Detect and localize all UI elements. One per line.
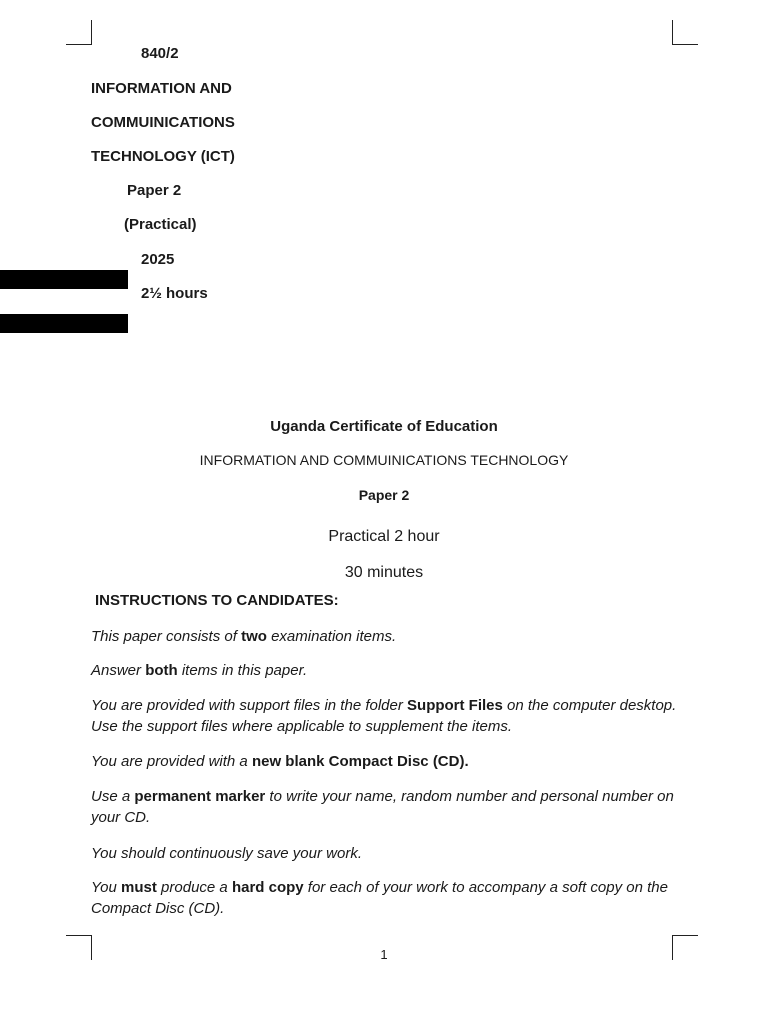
exam-year: 2025 <box>141 251 175 268</box>
instruction-item: You should continuously save your work. <box>91 845 362 862</box>
certificate-title: Uganda Certificate of Education <box>270 418 498 435</box>
practical-duration-line-2: 30 minutes <box>344 564 424 581</box>
subject-line-3: TECHNOLOGY (ICT) <box>91 148 235 165</box>
paper-label: Paper 2 <box>127 182 182 199</box>
instruction-item: Use a permanent marker to write your name, random number and personal number on your CD. <box>91 788 674 826</box>
crop-mark-top-left <box>66 20 92 45</box>
crop-mark-top-right <box>672 20 698 45</box>
subject-line-1: INFORMATION AND <box>91 80 232 97</box>
instructions-heading: INSTRUCTIONS TO CANDIDATES: <box>95 592 339 609</box>
redaction-bar <box>0 270 128 289</box>
instruction-item: Answer both items in this paper. <box>91 662 308 679</box>
exam-duration: 2½ hours <box>141 285 208 302</box>
instruction-item: You are provided with support files in the folder Support Files on the computer desktop. Use the support files where applicable to supplement the items. <box>91 697 677 735</box>
practical-duration-line-1: Practical 2 hour <box>328 528 440 545</box>
instruction-item: You must produce a hard copy for each of your work to accompany a soft copy on the Compact Disc (CD). <box>91 879 668 917</box>
subject-line-2: COMMUINICATIONS <box>91 114 235 131</box>
instruction-item: This paper consists of two examination items. <box>91 628 397 645</box>
paper-type: (Practical) <box>124 216 197 233</box>
instruction-item: You are provided with a new blank Compact Disc (CD). <box>91 753 469 770</box>
subject-title: INFORMATION AND COMMUINICATIONS TECHNOLOGY <box>199 452 569 468</box>
paper-title: Paper 2 <box>358 487 410 503</box>
paper-code: 840/2 <box>141 45 179 62</box>
redaction-bar <box>0 314 128 333</box>
page-number: 1 <box>380 947 388 962</box>
